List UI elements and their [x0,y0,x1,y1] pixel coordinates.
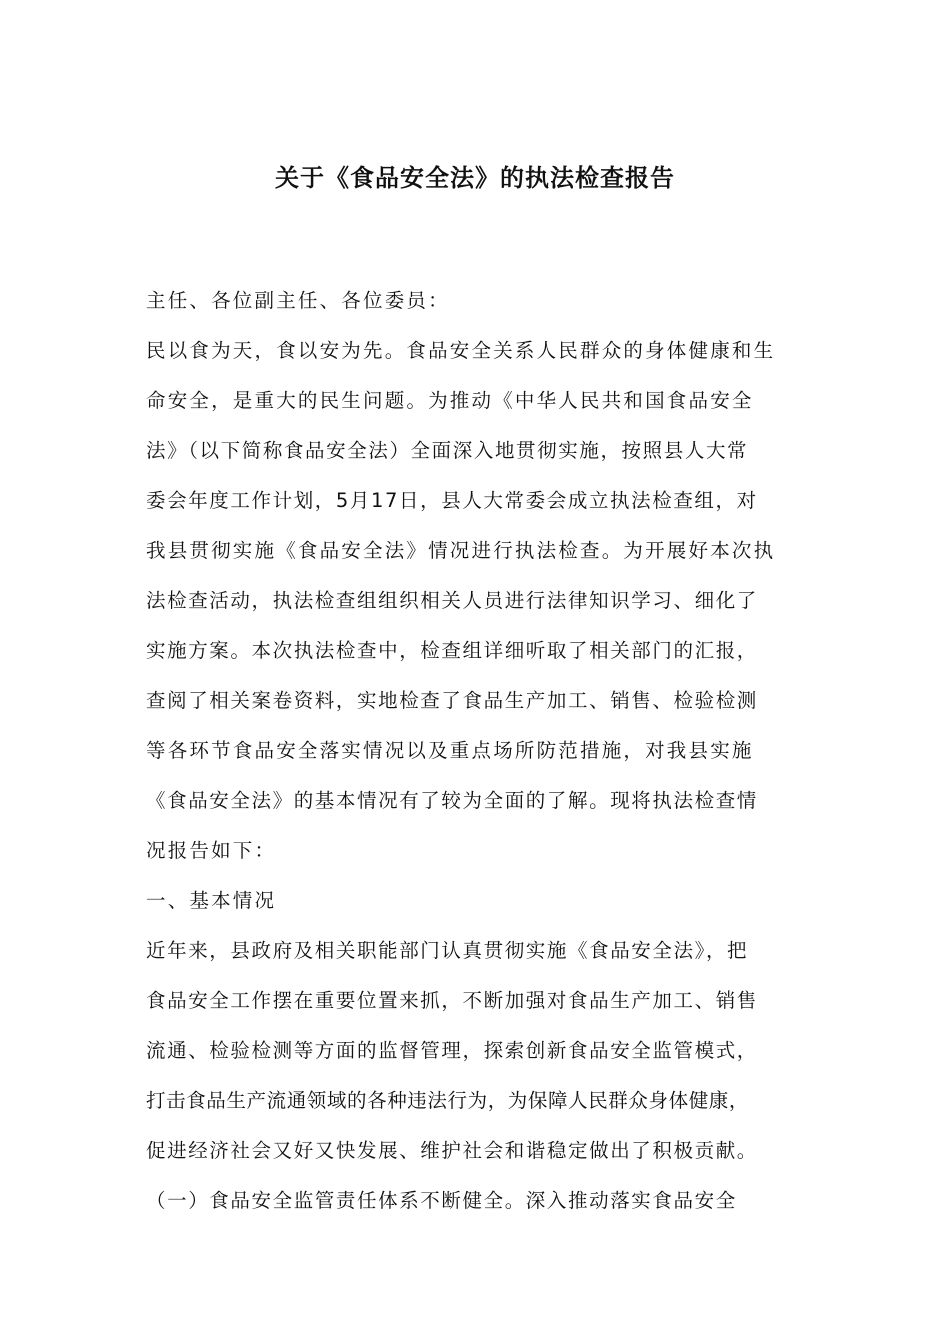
paragraph-line: 民以食为天，食以安为先。食品安全关系人民群众的身体健康和生 [146,339,776,362]
section-heading: 一、基本情况 [146,889,277,912]
paragraph-line: 命安全，是重大的民生问题。为推动《中华人民共和国食品安全 [146,389,754,412]
paragraph-line: 况报告如下： [146,839,277,862]
paragraph-line: 法检查活动，执法检查组组织相关人员进行法律知识学习、细化了 [146,589,758,612]
paragraph-line: 等各环节食品安全落实情况以及重点场所防范措施，对我县实施 [146,739,754,762]
paragraph-line: 我县贯彻实施《食品安全法》情况进行执法检查。为开展好本次执 [146,539,776,562]
paragraph-line: 促进经济社会又好又快发展、维护社会和谐稳定做出了积极贡献。 [146,1139,758,1162]
paragraph-line: 流通、检验检测等方面的监督管理，探索创新食品安全监管模式， [146,1039,758,1062]
paragraph-line: 委会年度工作计划，5月17日，县人大常委会成立执法检查组，对 [146,489,758,512]
paragraph-line: 法》（以下简称食品安全法）全面深入地贯彻实施，按照县人大常 [146,439,749,462]
paragraph-line: 查阅了相关案卷资料，实地检查了食品生产加工、销售、检验检测 [146,689,758,712]
paragraph-line: 打击食品生产流通领域的各种违法行为，为保障人民群众身体健康， [146,1089,750,1112]
paragraph-line: 食品安全工作摆在重要位置来抓，不断加强对食品生产加工、销售 [146,989,758,1012]
paragraph-line: 近年来，县政府及相关职能部门认真贯彻实施《食品安全法》，把 [146,939,749,962]
paragraph-line: 《食品安全法》的基本情况有了较为全面的了解。现将执法检查情 [146,789,758,812]
document-body [146,276,826,1226]
document-title: 关于《食品安全法》的执法检查报告 [275,164,675,192]
paragraph-line: 实施方案。本次执法检查中，检查组详细听取了相关部门的汇报， [146,639,758,662]
salutation-line: 主任、各位副主任、各位委员： [146,289,450,312]
subsection-line: （一）食品安全监管责任体系不断健全。深入推动落实食品安全 [146,1189,737,1212]
